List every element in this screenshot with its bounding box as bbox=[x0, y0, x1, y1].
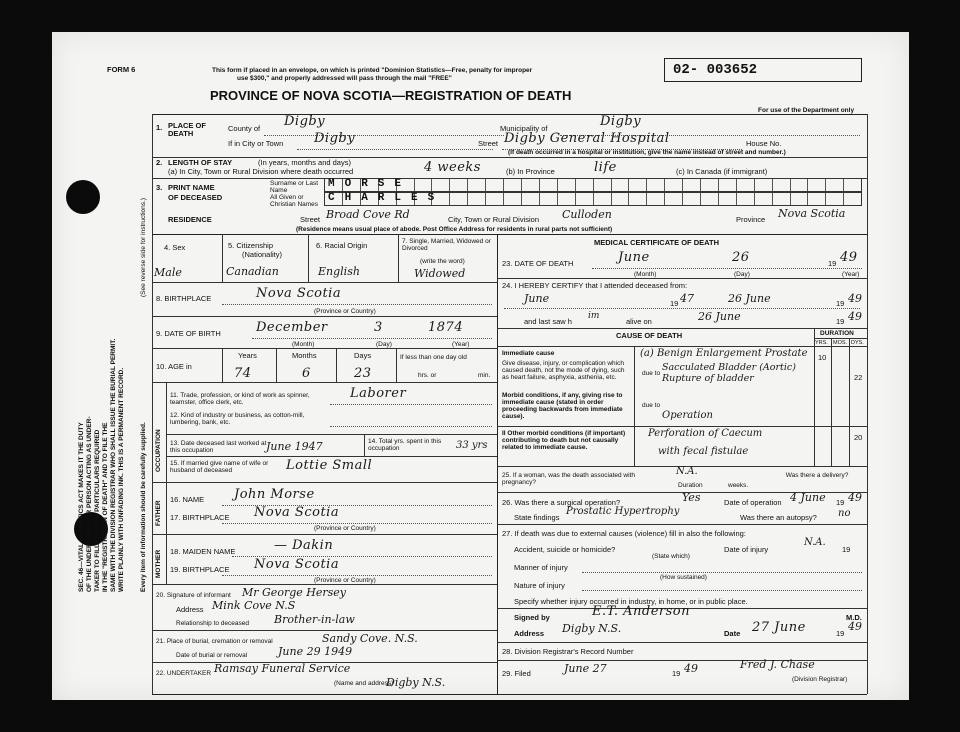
stay-province-label: (b) In Province bbox=[506, 167, 555, 176]
residence-division-value: Culloden bbox=[562, 208, 612, 221]
of-deceased-label: OF DECEASED bbox=[168, 193, 223, 202]
street-value: Digby General Hospital bbox=[504, 131, 670, 146]
age-months-value: 6 bbox=[302, 366, 311, 381]
pregnancy-value: N.A. bbox=[676, 466, 698, 477]
sex-value: Male bbox=[154, 266, 182, 279]
last-worked-value: June 1947 bbox=[266, 440, 323, 453]
last-saw-pronoun: im bbox=[588, 311, 600, 321]
stay-canada-label: (c) In Canada (if immigrant) bbox=[676, 167, 768, 176]
accident-label: Accident, suicide or homicide? bbox=[514, 545, 616, 554]
attend-to-year-prefix: 19 bbox=[836, 299, 845, 308]
stay-city-label: (a) In City, Town or Rural Division where death occurred bbox=[168, 167, 354, 176]
physician-address-value: Digby N.S. bbox=[562, 622, 622, 635]
death-month-sub: (Month) bbox=[634, 271, 657, 278]
county-label: County of bbox=[228, 124, 261, 133]
residence-street-value: Broad Cove Rd bbox=[326, 208, 410, 221]
due-to-2: due to bbox=[642, 402, 661, 409]
informant-address-label: Address bbox=[176, 605, 204, 614]
physician-date-value: 27 June bbox=[752, 620, 806, 635]
father-name-label: 16. NAME bbox=[170, 495, 205, 504]
surname-value: MORSE bbox=[328, 178, 412, 190]
attend-from: June bbox=[524, 292, 550, 305]
spouse-label: 15. If married give name of wife or husband of deceased bbox=[170, 460, 269, 474]
last-saw-label: and last saw h bbox=[524, 317, 572, 326]
form-number: FORM 6 bbox=[107, 65, 136, 74]
last-saw-year: 49 bbox=[848, 310, 862, 323]
city-value: Digby bbox=[314, 131, 356, 146]
attend-from-year: 47 bbox=[680, 292, 694, 305]
external-causes-label: 27. If death was due to external causes (violence) fill in also the following: bbox=[502, 529, 746, 538]
father-birthplace-value: Nova Scotia bbox=[254, 505, 340, 520]
city-label: If in City or Town bbox=[228, 139, 284, 148]
residence-province-label: Province bbox=[736, 215, 766, 224]
cause-b: Sacculated Bladder (Aortic) Rupture of bladder bbox=[662, 362, 796, 384]
street-label: Street bbox=[478, 139, 499, 148]
industry-label: 12. Kind of industry or business, as cotton-mill, lumbering, bank, etc. bbox=[170, 412, 305, 426]
father-birthplace-label: 17. BIRTHPLACE bbox=[170, 513, 230, 522]
autopsy-value: no bbox=[838, 508, 851, 519]
dob-day: 3 bbox=[374, 320, 383, 335]
racial-origin-label: 6. Racial Origin bbox=[316, 241, 368, 250]
md-label: M.D. bbox=[846, 613, 862, 622]
other-condition-duration: 20 bbox=[854, 433, 863, 442]
side-warning-4: IN THE "REGISTRATION OF DEATH" AND TO FILE THE bbox=[102, 422, 109, 592]
death-year: 49 bbox=[840, 250, 858, 265]
item-number: 1. bbox=[156, 123, 163, 132]
other-condition-1: Perforation of Caecum bbox=[648, 428, 763, 439]
residence-division-label: City, Town or Rural Division bbox=[448, 215, 539, 224]
signed-by-label: Signed by bbox=[514, 613, 550, 622]
age-years-value: 74 bbox=[234, 366, 252, 381]
citizenship-sub: (Nationality) bbox=[242, 250, 283, 259]
trade-value: Laborer bbox=[350, 386, 407, 401]
pregnancy-duration-label: Duration bbox=[678, 482, 703, 489]
mother-birthplace-sub: (Province or Country) bbox=[314, 577, 376, 584]
informant-address-value: Mink Cove N.S bbox=[212, 599, 296, 612]
registrar-sub: (Division Registrar) bbox=[792, 676, 848, 683]
delivery-label: Was there a delivery? bbox=[785, 472, 849, 479]
duration-header: DURATION bbox=[820, 330, 854, 337]
death-day: 26 bbox=[732, 250, 750, 265]
house-number-label: House No. bbox=[746, 139, 782, 148]
minutes-label: min. bbox=[478, 372, 491, 379]
place-of-death-label: PLACE OF DEATH bbox=[168, 121, 206, 138]
signed-by-value: E.T. Anderson bbox=[592, 604, 691, 619]
father-name-value: John Morse bbox=[234, 487, 315, 502]
operation-date-value: 4 June bbox=[790, 491, 826, 504]
print-name-label: PRINT NAME bbox=[168, 183, 215, 192]
cause-b-duration: 22 bbox=[854, 373, 863, 382]
death-certificate-form bbox=[52, 32, 909, 700]
dob-month-sub: (Month) bbox=[292, 341, 315, 348]
age-years-label: Years bbox=[238, 351, 257, 360]
surname-label: Surname or Last Name bbox=[270, 180, 319, 194]
mother-section-label: MOTHER bbox=[155, 549, 162, 578]
attend-to-year: 49 bbox=[848, 292, 862, 305]
side-warning-1: SEC. 46—VITAL STATISTICS ACT MAKES IT THE DUTY bbox=[78, 422, 85, 592]
death-day-sub: (Day) bbox=[734, 271, 750, 278]
other-condition-2: with fecal fistulae bbox=[658, 446, 749, 457]
immediate-cause-label: Immediate cause bbox=[502, 350, 555, 357]
filed-year: 49 bbox=[684, 662, 698, 675]
residence-province-value: Nova Scotia bbox=[778, 207, 846, 220]
citizenship-label: 5. Citizenship bbox=[228, 241, 274, 250]
operation-label: 26. Was there a surgical operation? bbox=[502, 498, 621, 507]
birthplace-label: 8. BIRTHPLACE bbox=[156, 294, 212, 303]
death-month: June bbox=[618, 250, 650, 265]
undertaker-address: Digby N.S. bbox=[386, 676, 446, 689]
injury-date-value: N.A. bbox=[804, 537, 826, 548]
racial-origin-value: English bbox=[318, 265, 360, 278]
dob-day-sub: (Day) bbox=[376, 341, 392, 348]
mother-maiden-label: 18. MAIDEN NAME bbox=[170, 547, 236, 556]
findings-value: Prostatic Hypertrophy bbox=[566, 506, 680, 517]
punch-hole bbox=[66, 180, 100, 214]
marital-status-value: Widowed bbox=[414, 267, 466, 280]
operation-year: 49 bbox=[848, 491, 862, 504]
undertaker-label: 22. UNDERTAKER bbox=[156, 670, 212, 677]
operation-year-prefix: 19 bbox=[836, 498, 845, 507]
physician-address-label: Address bbox=[514, 629, 545, 638]
physician-year: 49 bbox=[848, 620, 862, 633]
last-worked-label: 13. Date deceased last worked at this occupation bbox=[170, 440, 267, 454]
mother-birthplace-value: Nova Scotia bbox=[254, 557, 340, 572]
father-birthplace-sub: (Province or Country) bbox=[314, 525, 376, 532]
manner-label: Manner of injury bbox=[514, 563, 568, 572]
attend-from-year-prefix: 19 bbox=[670, 299, 679, 308]
duration-years-header: YRS. bbox=[815, 340, 828, 346]
marital-status-sub: (write the word) bbox=[420, 258, 465, 265]
pregnancy-label: 25. If a woman, was the death associated with pregnancy? bbox=[502, 472, 635, 486]
record-number-label: 28. Division Registrar's Record Number bbox=[502, 647, 634, 656]
stay-province-value: life bbox=[594, 160, 617, 175]
manner-sub: (How sustained) bbox=[660, 574, 707, 581]
department-only-note: For use of the Department only bbox=[758, 107, 855, 114]
informant-signature-label: 20. Signature of informant bbox=[156, 592, 231, 599]
dob-year-sub: (Year) bbox=[452, 341, 470, 348]
registration-number: 02- 003652 bbox=[673, 62, 758, 78]
injury-date-label: Date of injury bbox=[724, 545, 769, 554]
filed-label: 29. Filed bbox=[502, 669, 531, 678]
birthplace-value: Nova Scotia bbox=[256, 286, 342, 301]
death-year-prefix: 19 bbox=[828, 259, 837, 268]
total-years-label: 14. Total yrs. spent in this occupation bbox=[368, 438, 442, 452]
street-note: (If death occurred in a hospital or institution, give the name instead of street and number.) bbox=[508, 149, 786, 156]
residence-label: RESIDENCE bbox=[168, 215, 212, 224]
given-names-label: All Given or Christian Names bbox=[270, 194, 319, 208]
burial-date-value: June 29 1949 bbox=[278, 645, 353, 658]
operation-date-label: Date of operation bbox=[724, 498, 782, 507]
side-warning-5: SAME WITH THE DIVISION REGISTRAR WHO SHALL ISSUE THE BURIAL PERMIT. bbox=[110, 338, 117, 592]
side-warning-3: TAKER TO FILL OUT THE PARTICULARS REQUIRED bbox=[94, 429, 101, 592]
informant-signature-value: Mr George Hersey bbox=[242, 586, 346, 599]
municipality-label: Municipality of bbox=[500, 124, 548, 133]
registration-number-box bbox=[664, 58, 862, 82]
residence-street-label: Street bbox=[300, 215, 321, 224]
cause-c: Operation bbox=[662, 410, 713, 421]
morbid-conditions-label: Morbid conditions, if any, giving rise to immediate cause (stated in order proceeding backwards from immediate cause). bbox=[502, 392, 623, 420]
accident-sub: (State which) bbox=[652, 553, 690, 560]
age-label: 10. AGE in bbox=[156, 362, 192, 371]
total-years-value: 33 yrs bbox=[456, 440, 488, 451]
death-year-sub: (Year) bbox=[842, 271, 860, 278]
medical-certificate-header: MEDICAL CERTIFICATE OF DEATH bbox=[594, 238, 719, 247]
side-warning-6: WRITE PLAINLY WITH UNFADING INK. THIS IS A PERMANENT RECORD. bbox=[118, 367, 125, 592]
operation-value: Yes bbox=[682, 491, 701, 504]
side-instructions-note: (See reverse side for instructions.) bbox=[140, 198, 147, 297]
burial-place-value: Sandy Cove. N.S. bbox=[322, 632, 418, 645]
occupation-section-label: OCCUPATION bbox=[155, 429, 162, 472]
mother-maiden-value: — Dakin bbox=[274, 538, 334, 553]
dob-label: 9. DATE OF BIRTH bbox=[156, 329, 221, 338]
relationship-label: Relationship to deceased bbox=[176, 620, 249, 627]
alive-on-label: alive on bbox=[626, 317, 652, 326]
hours-label: hrs. or bbox=[418, 372, 437, 379]
length-of-stay-label: LENGTH OF STAY bbox=[168, 158, 233, 167]
county-value: Digby bbox=[284, 114, 326, 129]
less-than-day-label: If less than one day old bbox=[400, 354, 467, 361]
relationship-value: Brother-in-law bbox=[274, 613, 355, 626]
duration-months-header: MOS. bbox=[833, 340, 848, 346]
nature-label: Nature of injury bbox=[514, 581, 565, 590]
dob-month: December bbox=[256, 320, 328, 335]
attend-to: 26 June bbox=[728, 292, 771, 305]
mother-birthplace-label: 19. BIRTHPLACE bbox=[170, 565, 230, 574]
physician-year-prefix: 19 bbox=[836, 629, 845, 638]
municipality-value: Digby bbox=[600, 114, 642, 129]
burial-date-label: Date of burial or removal bbox=[176, 652, 248, 659]
postage-note-1: This form if placed in an envelope, on which is printed "Dominion Statistics—Free, penalty for improper bbox=[212, 67, 533, 74]
duration-days-header: DYS. bbox=[851, 340, 864, 346]
citizenship-value: Canadian bbox=[226, 265, 279, 278]
cause-a-duration: 10 bbox=[818, 353, 827, 362]
burial-place-label: 21. Place of burial, cremation or removal bbox=[156, 638, 273, 645]
injury-year-prefix: 19 bbox=[842, 545, 851, 554]
pregnancy-weeks-label: weeks. bbox=[728, 482, 749, 489]
age-days-label: Days bbox=[354, 351, 372, 360]
side-warning-2: OF THE UNDERTAKER OR PERSON ACTING AS UNDER- bbox=[86, 416, 93, 592]
sex-label: 4. Sex bbox=[164, 243, 186, 252]
specify-label: Specify whether injury occurred in industry, in home, or in public place. bbox=[514, 597, 748, 606]
marital-status-label: 7. Single, Married, Widowed or Divorced bbox=[402, 238, 491, 252]
filed-year-prefix: 19 bbox=[672, 669, 681, 678]
trade-label: 11. Trade, profession, or kind of work as spinner, teamster, office clerk, etc. bbox=[170, 392, 310, 406]
cause-of-death-header: CAUSE OF DEATH bbox=[616, 331, 683, 340]
due-to-1: due to bbox=[642, 370, 661, 377]
spouse-value: Lottie Small bbox=[286, 458, 373, 473]
stay-city-value: 4 weeks bbox=[424, 160, 481, 175]
residence-note: (Residence means usual place of abode. Post Office Address for residents in rural parts not sufficient) bbox=[296, 226, 613, 233]
filed-date: June 27 bbox=[564, 662, 607, 675]
last-saw-year-prefix: 19 bbox=[836, 317, 845, 326]
immediate-cause-desc: Give disease, injury, or complication which caused death, not the mode of dying, such as heart failure, asphyxia, asthenia, etc. bbox=[502, 360, 625, 381]
registrar-signature: Fred J. Chase bbox=[740, 658, 815, 671]
father-section-label: FATHER bbox=[155, 500, 162, 526]
length-of-stay-sub: (In years, months and days) bbox=[258, 158, 351, 167]
other-conditions-label: II Other morbid conditions (if important) contributing to death but not causally related to immediate cause. bbox=[502, 430, 626, 451]
age-months-label: Months bbox=[292, 351, 317, 360]
item-number: 2. bbox=[156, 158, 163, 167]
undertaker-value: Ramsay Funeral Service bbox=[214, 662, 351, 675]
last-saw-date: 26 June bbox=[698, 310, 741, 323]
cause-a: (a) Benign Enlargement Prostate bbox=[640, 348, 808, 359]
birthplace-sub: (Province or Country) bbox=[314, 308, 376, 315]
date-of-death-label: 23. DATE OF DEATH bbox=[502, 259, 574, 268]
findings-label: State findings bbox=[514, 513, 560, 522]
undertaker-sub: (Name and address) bbox=[334, 680, 394, 687]
age-days-value: 23 bbox=[354, 366, 372, 381]
autopsy-label: Was there an autopsy? bbox=[740, 513, 817, 522]
side-careful-note: Every item of information should be carefully supplied. bbox=[140, 422, 147, 592]
given-names-value: CHARLES bbox=[328, 192, 445, 204]
dob-year: 1874 bbox=[428, 320, 464, 335]
page-title: PROVINCE OF NOVA SCOTIA—REGISTRATION OF DEATH bbox=[210, 88, 572, 103]
physician-date-label: Date bbox=[724, 629, 741, 638]
certify-label: 24. I HEREBY CERTIFY that I attended deceased from: bbox=[502, 281, 688, 290]
item-number: 3. bbox=[156, 183, 163, 192]
postage-note-2: use $300," and properly addressed will pass through the mail "FREE" bbox=[237, 75, 452, 82]
